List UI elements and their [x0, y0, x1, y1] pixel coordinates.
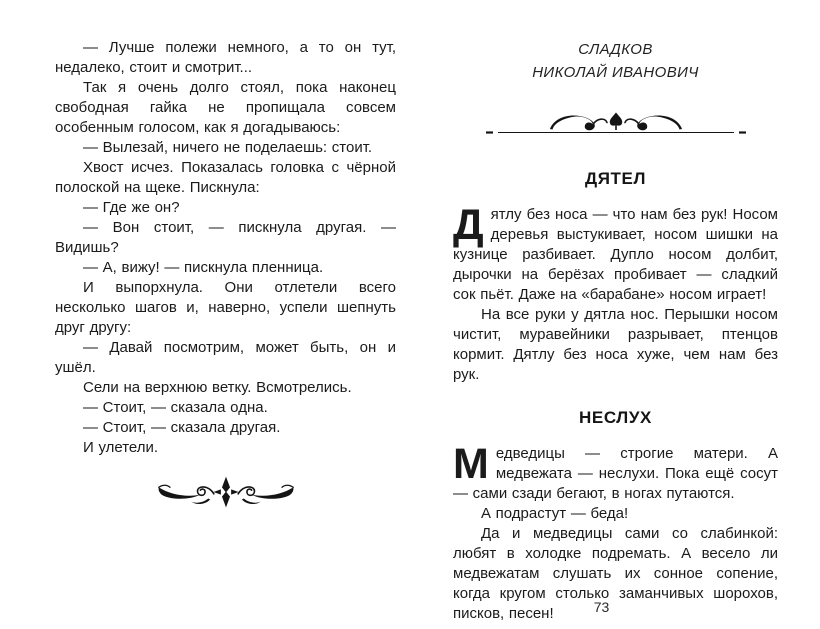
author-given-names: НИКОЛАЙ ИВАНОВИЧ	[532, 64, 699, 81]
paragraph: — А, вижу! — пискнула пленница.	[83, 259, 324, 276]
paragraph: — Где же он?	[83, 199, 180, 216]
paragraph: — Стоит, — сказала одна.	[83, 399, 268, 416]
drop-cap: М	[453, 440, 489, 488]
story-title-nesluh: НЕСЛУХ	[579, 408, 652, 427]
author-surname: СЛАДКОВ	[578, 41, 653, 58]
page-number: 73	[593, 599, 610, 615]
paragraph: И улетели.	[83, 439, 159, 456]
paragraph: — Давай посмотрим, может быть, он и ушёл.	[55, 339, 396, 376]
paragraph: А подрастут — беда!	[481, 505, 629, 522]
paragraph-text: ятлу без носа — что нам без рук! Носом деревья выстукивает, носом шишки на кузнице разбивает. Дупло носом долбит, дырочки на берёзах пробивает — сладкий сок пьёт. Даже на «барабане» носом играет!	[453, 206, 778, 303]
paragraph	[453, 440, 778, 504]
paragraph: — Вон стоит, — пискнула другая. — Видишь?	[55, 219, 396, 256]
tailpiece-flourish-icon	[156, 475, 296, 509]
headpiece-flourish-icon	[484, 109, 748, 139]
left-page	[55, 38, 396, 514]
tailpiece-row	[55, 475, 396, 514]
paragraph: Так я очень долго стоял, пока наконец свободная гайка не пропищала совсем особенным голосом, как я догадываюсь:	[55, 79, 396, 136]
right-page	[453, 38, 778, 623]
paragraph: — Стоит, — сказала другая.	[83, 419, 281, 436]
author-name	[453, 38, 778, 84]
paragraph: — Лучше полежи немного, а то он тут, недалеко, стоит и смотрит...	[55, 39, 396, 76]
paragraph: И выпорхнула. Они отлетели всего несколько шагов и, наверно, успели шепнуть друг другу:	[55, 279, 396, 336]
drop-cap: Д	[453, 201, 484, 249]
headpiece-row	[453, 109, 778, 144]
paragraph: — Вылезай, ничего не поделаешь: стоит.	[83, 139, 373, 156]
paragraph: На все руки у дятла нос. Перышки носом чистит, муравейники разрывает, птенцов кормит. Дятлу без носа хуже, чем нам без рук.	[453, 306, 778, 383]
story-title-dyatel: ДЯТЕЛ	[585, 169, 646, 188]
paragraph	[453, 201, 778, 305]
paragraph: Хвост исчез. Показалась головка с чёрной полоской на щеке. Пискнула:	[55, 159, 396, 196]
paragraph: Да и медведицы сами со слабинкой: любят в холодке подремать. А весело ли медвежатам слушать их сонное сопение, когда кругом столько заманчивых шорохов, писков, песен!	[453, 525, 778, 622]
paragraph-text: едведицы — строгие матери. А медвежата — неслухи. Пока ещё сосут — сами сзади бегают, в ногах путаются.	[453, 445, 778, 502]
paragraph: Сели на верхнюю ветку. Всмотрелись.	[83, 379, 352, 396]
